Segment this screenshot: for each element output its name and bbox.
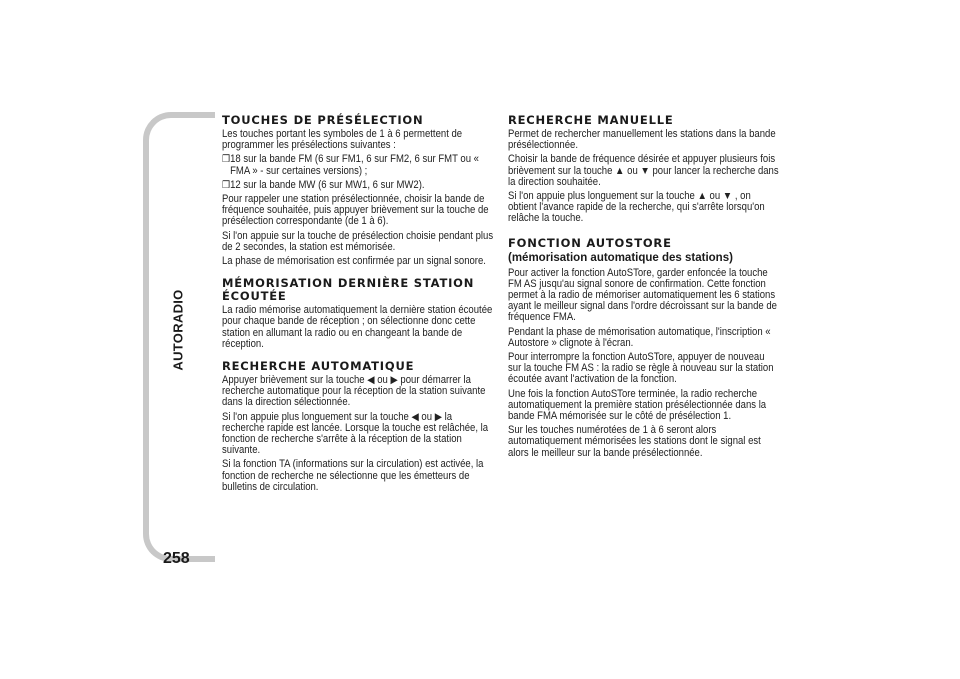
paragraph: Sur les touches numérotées de 1 à 6 seront alors automatiquement mémorisées les stations dont le signal est alors le meilleur sur la bande présélectionnée. xyxy=(508,424,761,459)
paragraph: La phase de mémorisation est confirmée par un signal sonore. xyxy=(222,255,486,268)
right-column xyxy=(508,114,780,462)
paragraph: Les touches portant les symboles de 1 à 6 permettent de programmer les présélections suivantes : xyxy=(222,128,463,152)
bullet-item: ❒ 12 sur la bande MW (6 sur MW1, 6 sur MW2). xyxy=(222,178,425,191)
paragraph: Pendant la phase de mémorisation automatique, l'inscription « Autostore » clignote à l'écran. xyxy=(508,325,771,349)
paragraph: Si l'on appuie plus longuement sur la touche ▲ ou ▼ , on obtient l'avance rapide de la recherche, qui s'arrête lorsqu'on relâche la touche. xyxy=(508,190,765,225)
paragraph: Permet de rechercher manuellement les stations dans la bande présélectionnée. xyxy=(508,128,776,152)
paragraph: Appuyer brièvement sur la touche ◀ ou ▶ pour démarrer la recherche automatique pour la réception de la station suivante dans la direction sélectionnée. xyxy=(222,374,486,409)
checkbox-bullet-icon: ❒ xyxy=(222,179,231,191)
heading-touches-preselection: TOUCHES DE PRÉSÉLECTION xyxy=(222,113,424,127)
paragraph: Une fois la fonction AutoSTore terminée, la radio recherche automatiquement la première station présélectionnée dans la bande FMA mémorisée sur le côté de présélection 1. xyxy=(508,387,767,423)
paragraph: Choisir la bande de fréquence désirée et appuyer plusieurs fois brièvement sur la touche ▲ ou ▼ pour lancer la recherche dans la direction souhaitée. xyxy=(508,153,779,188)
paragraph: Pour interrompre la fonction AutoSTore, appuyer de nouveau sur la touche FM AS : la radio se règle à nouveau sur la station écoutée avant l'activation de la fonction. xyxy=(508,351,774,386)
paragraph: Si l'on appuie sur la touche de présélection choisie pendant plus de 2 secondes, la station est mémorisée. xyxy=(222,229,494,253)
heading-recherche-automatique: RECHERCHE AUTOMATIQUE xyxy=(222,359,415,374)
heading-recherche-manuelle: RECHERCHE MANUELLE xyxy=(508,113,674,127)
paragraph: Pour activer la fonction AutoSTore, garder enfoncée la touche FM AS jusqu'au signal sonore de confirmation. Cette fonction permet à la radio de mémoriser automatiquement les 6 stations ayant le meilleur signal dans l'ordre décroissant sur la bande de fréquence FMA. xyxy=(508,266,777,324)
paragraph: Pour rappeler une station présélectionnée, choisir la bande de fréquence souhaitée, puis appuyer brièvement sur la touche de présélection correspondante (de 1 à 6). xyxy=(222,193,489,228)
paragraph: Si l'on appuie plus longuement sur la touche ◀ ou ▶ la recherche rapide est lancée. Lorsque la touche est relâchée, la fonction de recherche s'arrête à la réception de la station suivante. xyxy=(222,410,489,457)
bullet-item: ❒ 18 sur la bande FM (6 sur FM1, 6 sur FM2, 6 sur FMT ou « FMA » - sur certaines versions) ; xyxy=(222,153,479,177)
checkbox-bullet-icon: ❒ xyxy=(222,154,231,166)
page-number: 258 xyxy=(163,550,190,567)
heading-memorisation: MÉMORISATION DERNIÈRE STATION ÉCOUTÉE xyxy=(222,276,475,304)
subheading-autostore: (mémorisation automatique des stations) xyxy=(508,251,733,264)
section-label: AUTORADIO xyxy=(170,289,186,371)
paragraph: La radio mémorise automatiquement la dernière station écoutée pour chaque bande de réception ; on sélectionne donc cette station en allumant la radio ou en changeant la bande de réception. xyxy=(222,304,493,350)
paragraph: Si la fonction TA (informations sur la circulation) est activée, la fonction de recherche ne sélectionne que les émetteurs de bulletins de circulation. xyxy=(222,458,484,493)
heading-fonction-autostore: FONCTION AUTOSTORE xyxy=(508,235,672,250)
left-column xyxy=(222,114,494,496)
